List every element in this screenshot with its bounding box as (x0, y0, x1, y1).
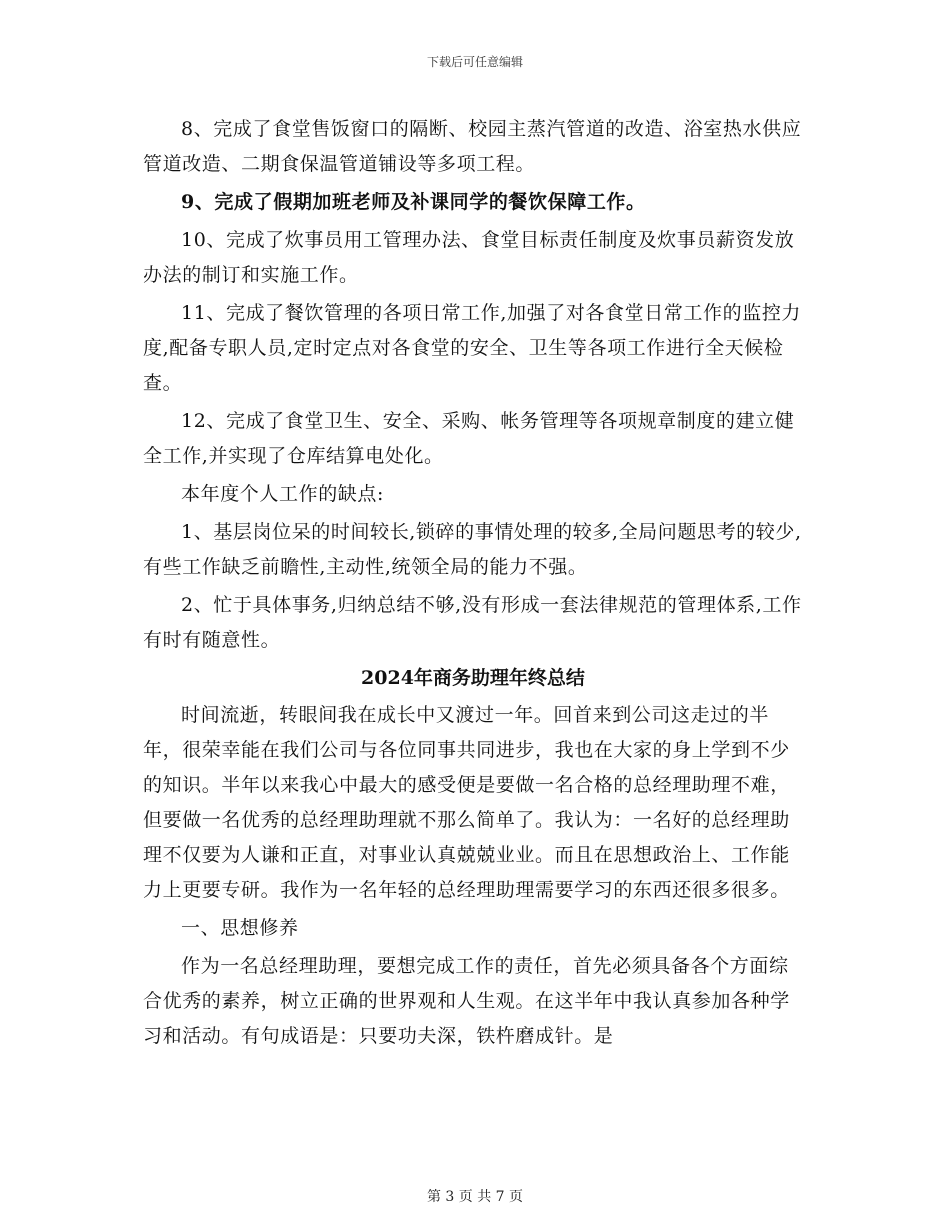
paragraph-item-12: 12、完成了食堂卫生、安全、采购、帐务管理等各项规章制度的建立健全工作,并实现了仓库结算电处化。 (143, 410, 795, 467)
subheading-ideology: 一、思想修养 (181, 917, 299, 939)
page-header: 下载后可任意编辑 (426, 55, 523, 69)
paragraph-item-10: 10、完成了炊事员用工管理办法、食堂目标责任制度及炊事员薪资发放办法的制订和实施工作。 (143, 229, 795, 286)
ideology-paragraph: 作为一名总经理助理，要想完成工作的责任，首先必须具备各个方面综合优秀的素养，树立正确的世界观和人生观。在这半年中我认真参加各种学习和活动。有句成语是：只要功夫深，铁杵磨成针。是 (143, 955, 790, 1047)
document-body (143, 112, 803, 1057)
paragraph-item-8: 8、完成了食堂售饭窗口的隔断、校园主蒸汽管道的改造、浴室热水供应管道改造、二期食保温管道铺设等多项工程。 (143, 118, 802, 175)
shortcoming-item-2: 2、忙于具体事务,归纳总结不够,没有形成一套法律规范的管理体系,工作有时有随意性。 (143, 594, 802, 651)
shortcomings-heading: 本年度个人工作的缺点: (181, 483, 385, 505)
section-title: 2024年商务助理年终总结 (361, 667, 585, 689)
paragraph-item-11: 11、完成了餐饮管理的各项日常工作,加强了对各食堂日常工作的监控力度,配备专职人员,定时定点对各食堂的安全、卫生等各项工作进行全天候检查。 (143, 302, 802, 394)
page-footer: 第 3 页 共 7 页 (426, 1189, 524, 1205)
intro-paragraph: 时间流逝，转眼间我在成长中又渡过一年。回首来到公司这走过的半年，很荣幸能在我们公司与各位同事共同进步，我也在大家的身上学到不少的知识。半年以来我心中最大的感受便是要做一名合格的总经理助理不难，但要做一名优秀的总经理助理就不那么简单了。我认为：一名好的总经理助理不仅要为人谦和正直，对事业认真兢兢业业。而且在思想政治上、工作能力上更要专研。我作为一名年轻的总经理助理需要学习的东西还很多很多。 (143, 704, 790, 901)
shortcoming-item-1: 1、基层岗位呆的时间较长,锁碎的事情处理的较多,全局问题思考的较少,有些工作缺乏前瞻性,主动性,统领全局的能力不强。 (143, 521, 802, 578)
paragraph-item-9: 9、完成了假期加班老师及补课同学的餐饮保障工作。 (181, 191, 646, 213)
